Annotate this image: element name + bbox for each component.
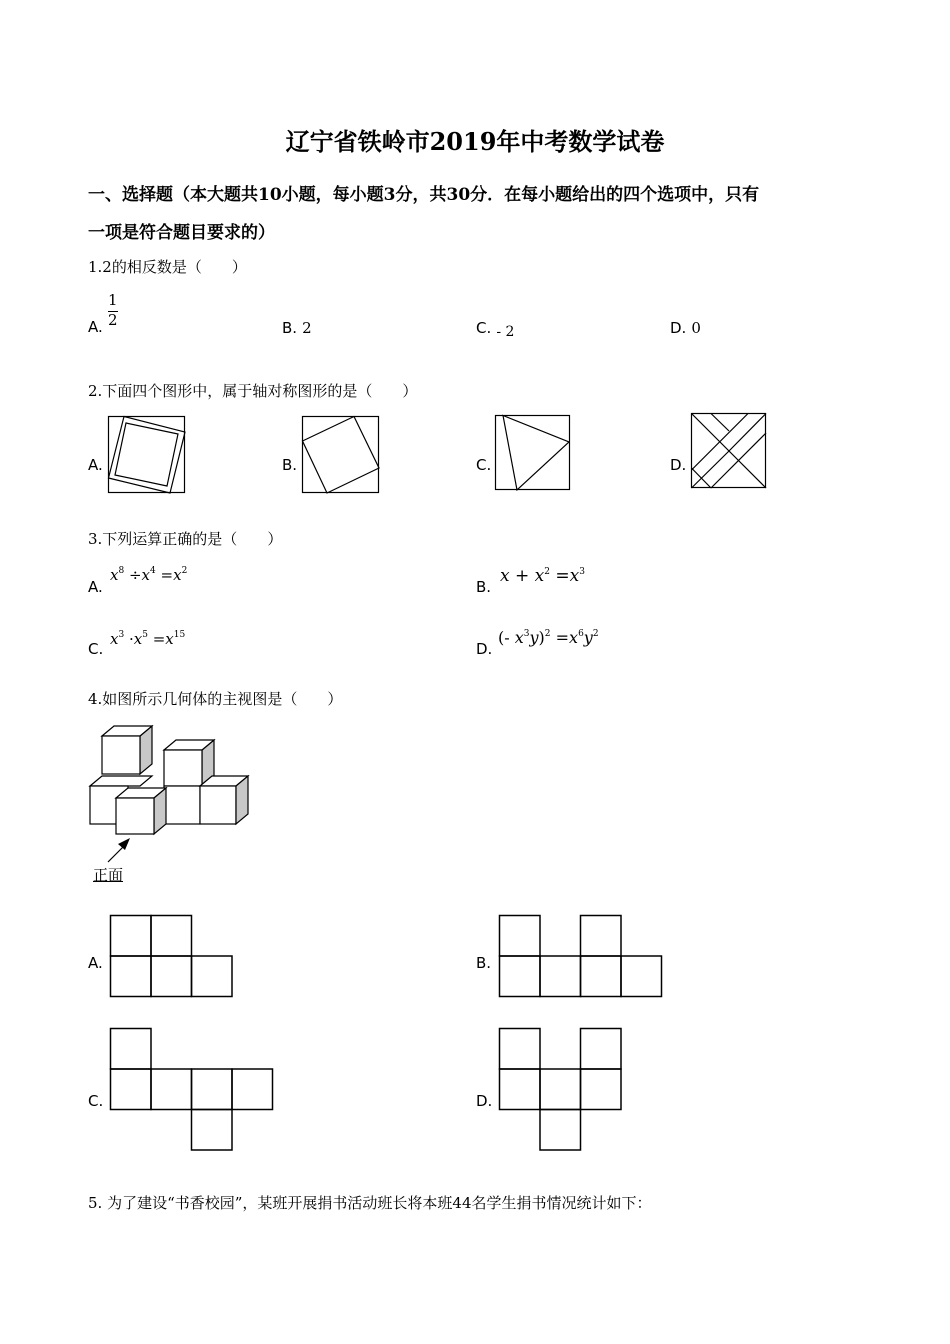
base: x (569, 628, 579, 647)
exponent: 15 (173, 630, 186, 640)
q1-option-b (282, 318, 312, 337)
base: x (165, 630, 174, 648)
equals: = (147, 630, 166, 648)
page-title: 辽宁省铁岭市2019年中考数学试卷 (285, 127, 665, 156)
front-view-label: 正面 (93, 866, 124, 884)
q4-label-d: D. (476, 1092, 493, 1110)
question-5-stem: 5. 为了建设“书香校园”，某班开展捐书活动班长将本班44名学生捐书情况统计如下： (88, 1194, 652, 1212)
option-value: - 2 (496, 324, 515, 340)
q3-expression-a (110, 566, 187, 584)
operator: · (124, 630, 134, 648)
q4-label-a: A. (88, 954, 103, 972)
base: x (500, 566, 510, 586)
option-label: C. (476, 319, 492, 337)
base: x (110, 630, 119, 648)
question-2-stem: 2.下面四个图形中，属于轴对称图形的是（ ） (88, 382, 418, 400)
question-4-stem: 4.如图所示几何体的主视图是（ ） (88, 690, 343, 708)
equals: = (549, 566, 570, 586)
q2-label-b: B. (282, 456, 298, 474)
q1-option-d (670, 318, 701, 337)
section-heading-line2: 一项是符合题目要求的） (88, 223, 275, 243)
equals: = (155, 566, 174, 584)
option-label: B. (282, 319, 298, 337)
exponent: 3 (579, 567, 585, 577)
question-3-stem: 3.下列运算正确的是（ ） (88, 530, 283, 548)
q2-label-c: C. (476, 456, 492, 474)
exponent: 3 (118, 630, 125, 640)
exponent: 2 (544, 629, 551, 639)
exponent: 2 (544, 567, 550, 577)
q4-option-a-grid (110, 915, 234, 999)
q4-option-b-grid (499, 915, 665, 999)
q2-figure-b (302, 416, 380, 494)
base: y (529, 628, 539, 647)
q2-label-d: D. (670, 456, 687, 474)
q4-label-b: B. (476, 954, 492, 972)
exponent: 2 (181, 566, 188, 576)
q1-option-c (476, 318, 515, 340)
q2-figure-d (691, 413, 767, 489)
q3-expression-d (498, 628, 599, 647)
q3-label-b: B. (476, 578, 492, 596)
q4-label-c: C. (88, 1092, 104, 1110)
exponent: 4 (150, 566, 156, 576)
close-paren: ) (538, 628, 545, 647)
base: x (133, 630, 143, 648)
q3-label-d: D. (476, 640, 493, 658)
fraction (108, 292, 118, 329)
section-heading-line1: 一、选择题（本大题共10小题，每小题3分，共30分．在每小题给出的四个选项中，只有 (88, 185, 760, 205)
base: y (583, 628, 593, 647)
exponent: 5 (142, 630, 148, 640)
q3-label-c: C. (88, 640, 104, 658)
q3-expression-c (110, 630, 185, 648)
question-1-stem: 1.2的相反数是（ ） (88, 258, 247, 276)
base: x (141, 566, 151, 584)
exponent: 3 (523, 629, 530, 639)
exponent: 8 (118, 566, 125, 576)
q4-solid-figure (88, 722, 258, 867)
q4-option-d-grid (499, 1028, 625, 1152)
option-value: 0 (691, 319, 701, 337)
operator: + (509, 566, 535, 586)
equals: = (550, 628, 570, 647)
q4-option-c-grid (110, 1028, 276, 1152)
option-value: 2 (302, 319, 312, 337)
option-label: A. (88, 318, 103, 336)
operator: ÷ (124, 566, 142, 584)
q3-expression-b (500, 566, 585, 586)
option-label: D. (670, 319, 687, 337)
denominator: 2 (108, 311, 118, 329)
open-paren: (- (498, 628, 515, 647)
q3-label-a: A. (88, 578, 103, 596)
base: x (514, 628, 524, 647)
q2-label-a: A. (88, 456, 103, 474)
q2-figure-c (495, 415, 571, 491)
base: x (569, 566, 580, 586)
q2-figure-a (108, 416, 186, 494)
base: x (534, 566, 545, 586)
exponent: 2 (592, 629, 599, 639)
base: x (173, 566, 182, 584)
numerator: 1 (108, 291, 118, 309)
base: x (110, 566, 119, 584)
exponent: 6 (578, 629, 584, 639)
